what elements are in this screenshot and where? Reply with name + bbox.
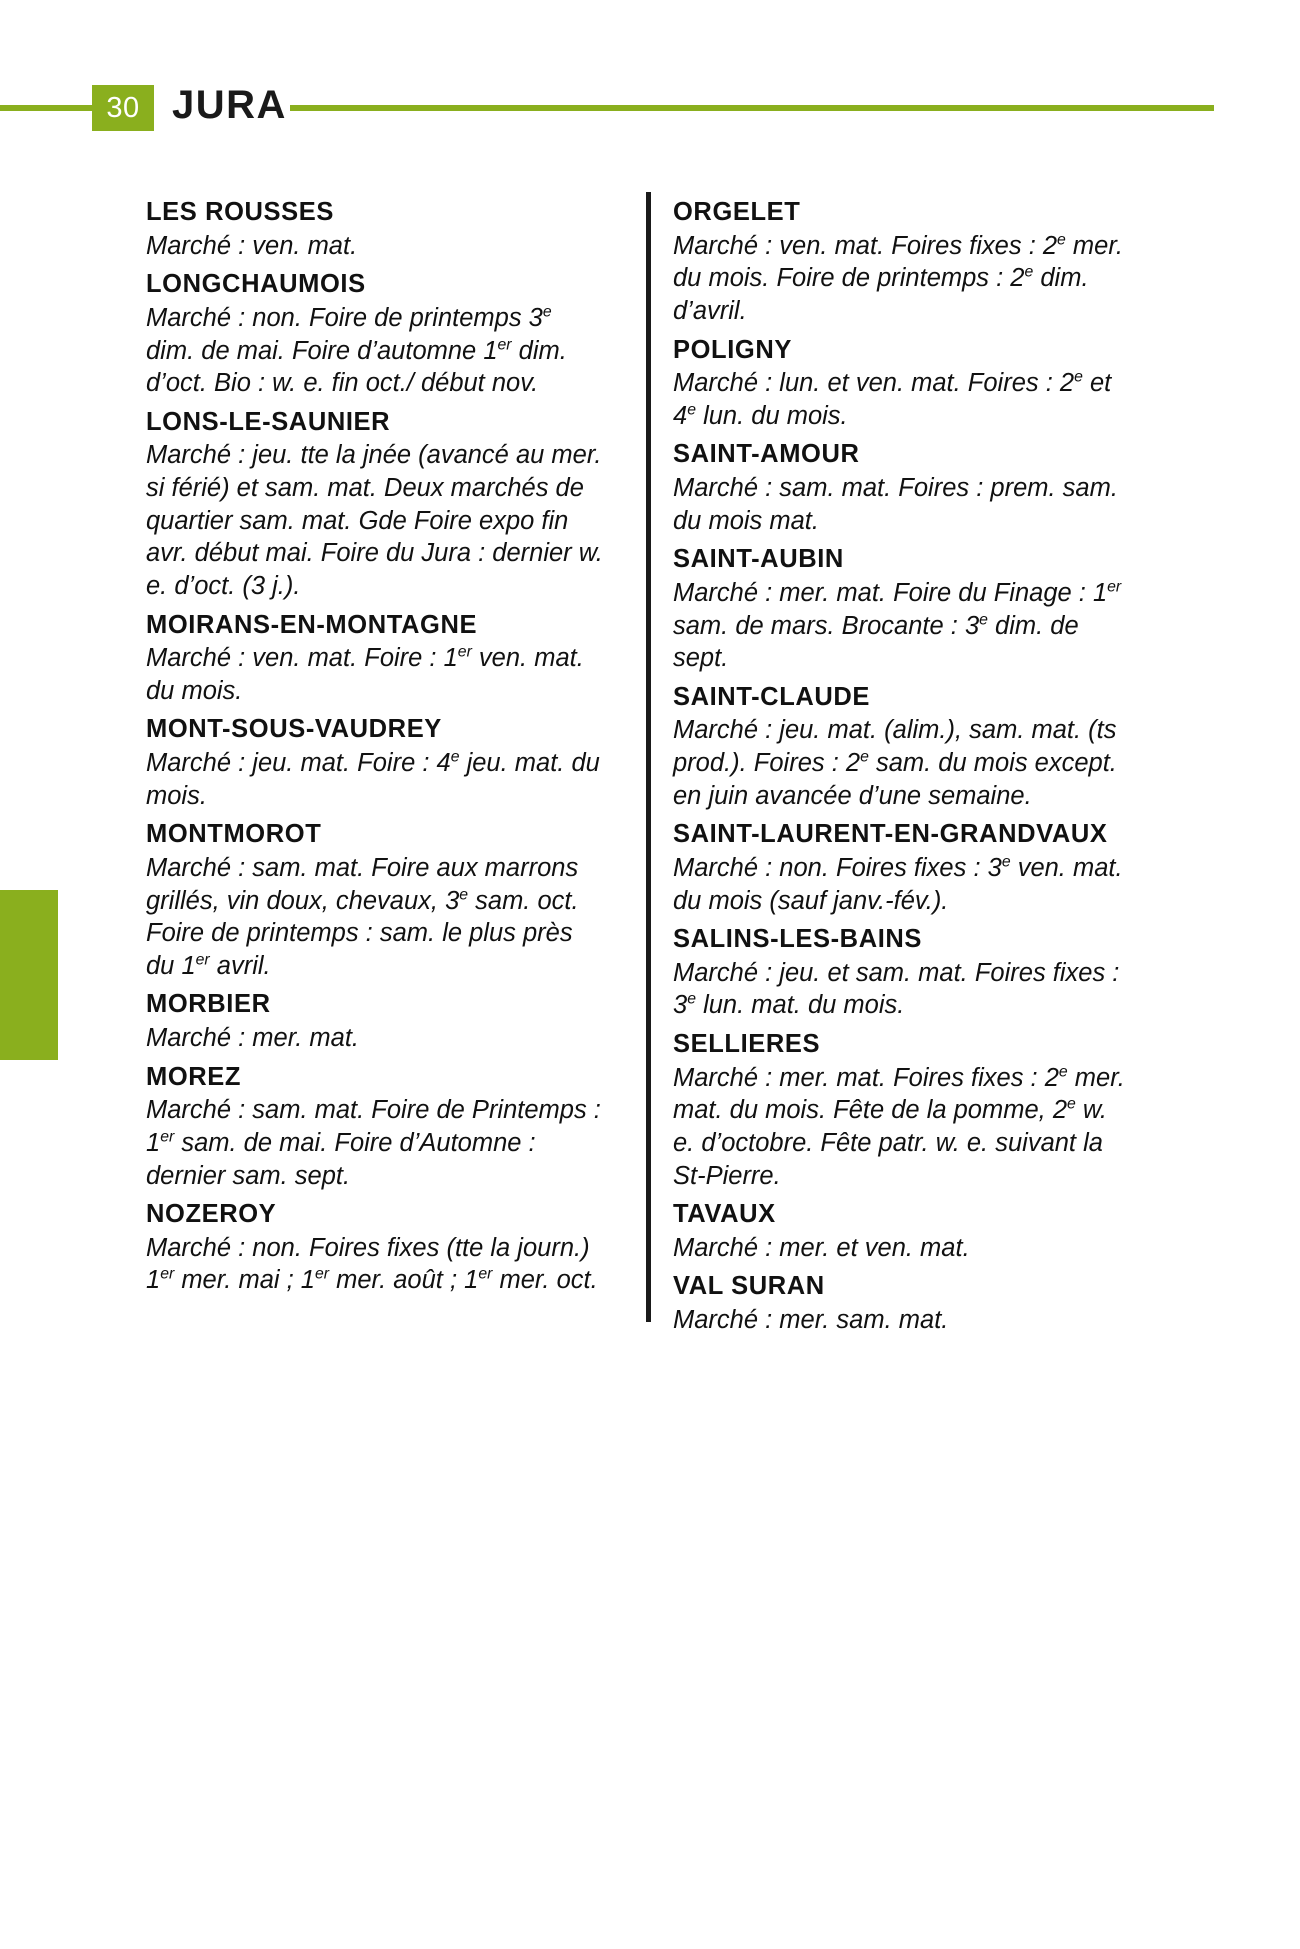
town-schedule: Marché : non. Foire de printemps 3e dim. de mai. Foire d’automne 1er dim. d’oct. Bio : w. e. fin oct./ début nov. <box>146 303 567 398</box>
town-entry <box>673 681 1133 813</box>
town-entry <box>673 543 1133 675</box>
column-divider <box>646 192 651 1322</box>
town-schedule: Marché : jeu. et sam. mat. Foires fixes : 3e lun. mat. du mois. <box>673 958 1120 1020</box>
town-name: SAINT-LAURENT-EN-GRANDVAUX <box>673 820 1108 849</box>
town-entry <box>673 438 1133 537</box>
town-schedule: Marché : jeu. mat. (alim.), sam. mat. (ts prod.). Foires : 2e sam. du mois except. en juin avancée d’une semaine. <box>673 716 1117 810</box>
town-entry <box>146 268 606 400</box>
town-schedule: Marché : mer. sam. mat. <box>673 1306 949 1334</box>
town-schedule: Marché : non. Foires fixes : 3e ven. mat. du mois (sauf janv.-fév.). <box>673 853 1123 915</box>
town-name: SALINS-LES-BAINS <box>673 925 923 954</box>
town-entry <box>673 1028 1133 1192</box>
town-schedule: Marché : mer. et ven. mat. <box>673 1233 970 1262</box>
town-schedule: Marché : mer. mat. <box>146 1024 360 1052</box>
town-entry <box>146 713 606 812</box>
town-name: VAL SURAN <box>673 1272 825 1301</box>
page-header <box>0 85 1300 131</box>
town-entry <box>146 196 606 262</box>
town-schedule: Marché : sam. mat. Foires : prem. sam. du mois mat. <box>673 474 1118 535</box>
town-name: MONT-SOUS-VAUDREY <box>146 715 442 744</box>
page-number: 30 <box>106 92 140 124</box>
town-entry <box>673 196 1133 328</box>
town-name: LES ROUSSES <box>146 198 334 226</box>
town-schedule: Marché : sam. mat. Foire de Printemps : 1er sam. de mai. Foire d’Automne : dernier sam. sept. <box>146 1096 601 1190</box>
town-entry <box>673 818 1133 917</box>
page-number-box <box>92 85 154 131</box>
town-entry <box>673 1270 1133 1336</box>
town-schedule: Marché : jeu. mat. Foire : 4e jeu. mat. du mois. <box>146 748 600 810</box>
town-name: MOIRANS-EN-MONTAGNE <box>146 610 478 639</box>
town-schedule: Marché : jeu. tte la jnée (avancé au mer. si férié) et sam. mat. Deux marchés de quartier sam. mat. Gde Foire expo fin avr. début mai. Foire du Jura : dernier w. e. d’oct. (3 j.). <box>146 441 603 600</box>
town-name: TAVAUX <box>673 1200 776 1229</box>
town-schedule: Marché : mer. mat. Foires fixes : 2e mer. mat. du mois. Fête de la pomme, 2e w. e. d’octobre. Fête patr. w. e. suivant la St-Pierre. <box>673 1063 1125 1190</box>
town-name: SAINT-AUBIN <box>673 545 844 574</box>
town-entry <box>146 818 606 982</box>
town-name: LONGCHAUMOIS <box>146 270 366 299</box>
town-schedule: Marché : lun. et ven. mat. Foires : 2e et 4e lun. du mois. <box>673 368 1112 430</box>
town-schedule: Marché : ven. mat. Foires fixes : 2e mer. du mois. Foire de printemps : 2e dim. d’avril. <box>673 231 1123 325</box>
town-entry <box>146 609 606 708</box>
town-entry <box>673 1198 1133 1264</box>
town-name: ORGELET <box>673 198 801 226</box>
town-schedule: Marché : ven. mat. Foire : 1er ven. mat. du mois. <box>146 643 584 705</box>
town-entry <box>146 1061 606 1193</box>
page-title: JURA <box>172 83 287 127</box>
column-left <box>146 190 606 1299</box>
town-entry <box>673 923 1133 1022</box>
town-name: MONTMOROT <box>146 820 322 849</box>
town-schedule: Marché : mer. mat. Foire du Finage : 1er sam. de mars. Brocante : 3e dim. de sept. <box>673 578 1122 673</box>
town-name: LONS-LE-SAUNIER <box>146 407 391 436</box>
column-right <box>673 190 1133 1339</box>
town-schedule: Marché : ven. mat. <box>146 231 358 260</box>
town-name: MORBIER <box>146 990 271 1019</box>
town-entry <box>146 1198 606 1297</box>
header-rule-left <box>0 105 92 111</box>
town-name: MOREZ <box>146 1062 242 1091</box>
town-name: SELLIERES <box>673 1030 821 1058</box>
town-schedule: Marché : non. Foires fixes (tte la journ.) 1er mer. mai ; 1er mer. août ; 1er mer. oct. <box>146 1233 598 1295</box>
town-schedule: Marché : sam. mat. Foire aux marrons grillés, vin doux, chevaux, 3e sam. oct. Foire de printemps : sam. le plus près du 1er avril. <box>146 853 579 980</box>
side-tab-marker <box>0 890 58 1060</box>
town-entry <box>673 334 1133 433</box>
town-name: NOZEROY <box>146 1200 277 1229</box>
town-entry <box>146 406 606 603</box>
town-entry <box>146 988 606 1054</box>
town-name: SAINT-AMOUR <box>673 440 860 469</box>
town-name: SAINT-CLAUDE <box>673 682 871 711</box>
town-name: POLIGNY <box>673 335 792 364</box>
header-rule-right <box>290 105 1214 111</box>
